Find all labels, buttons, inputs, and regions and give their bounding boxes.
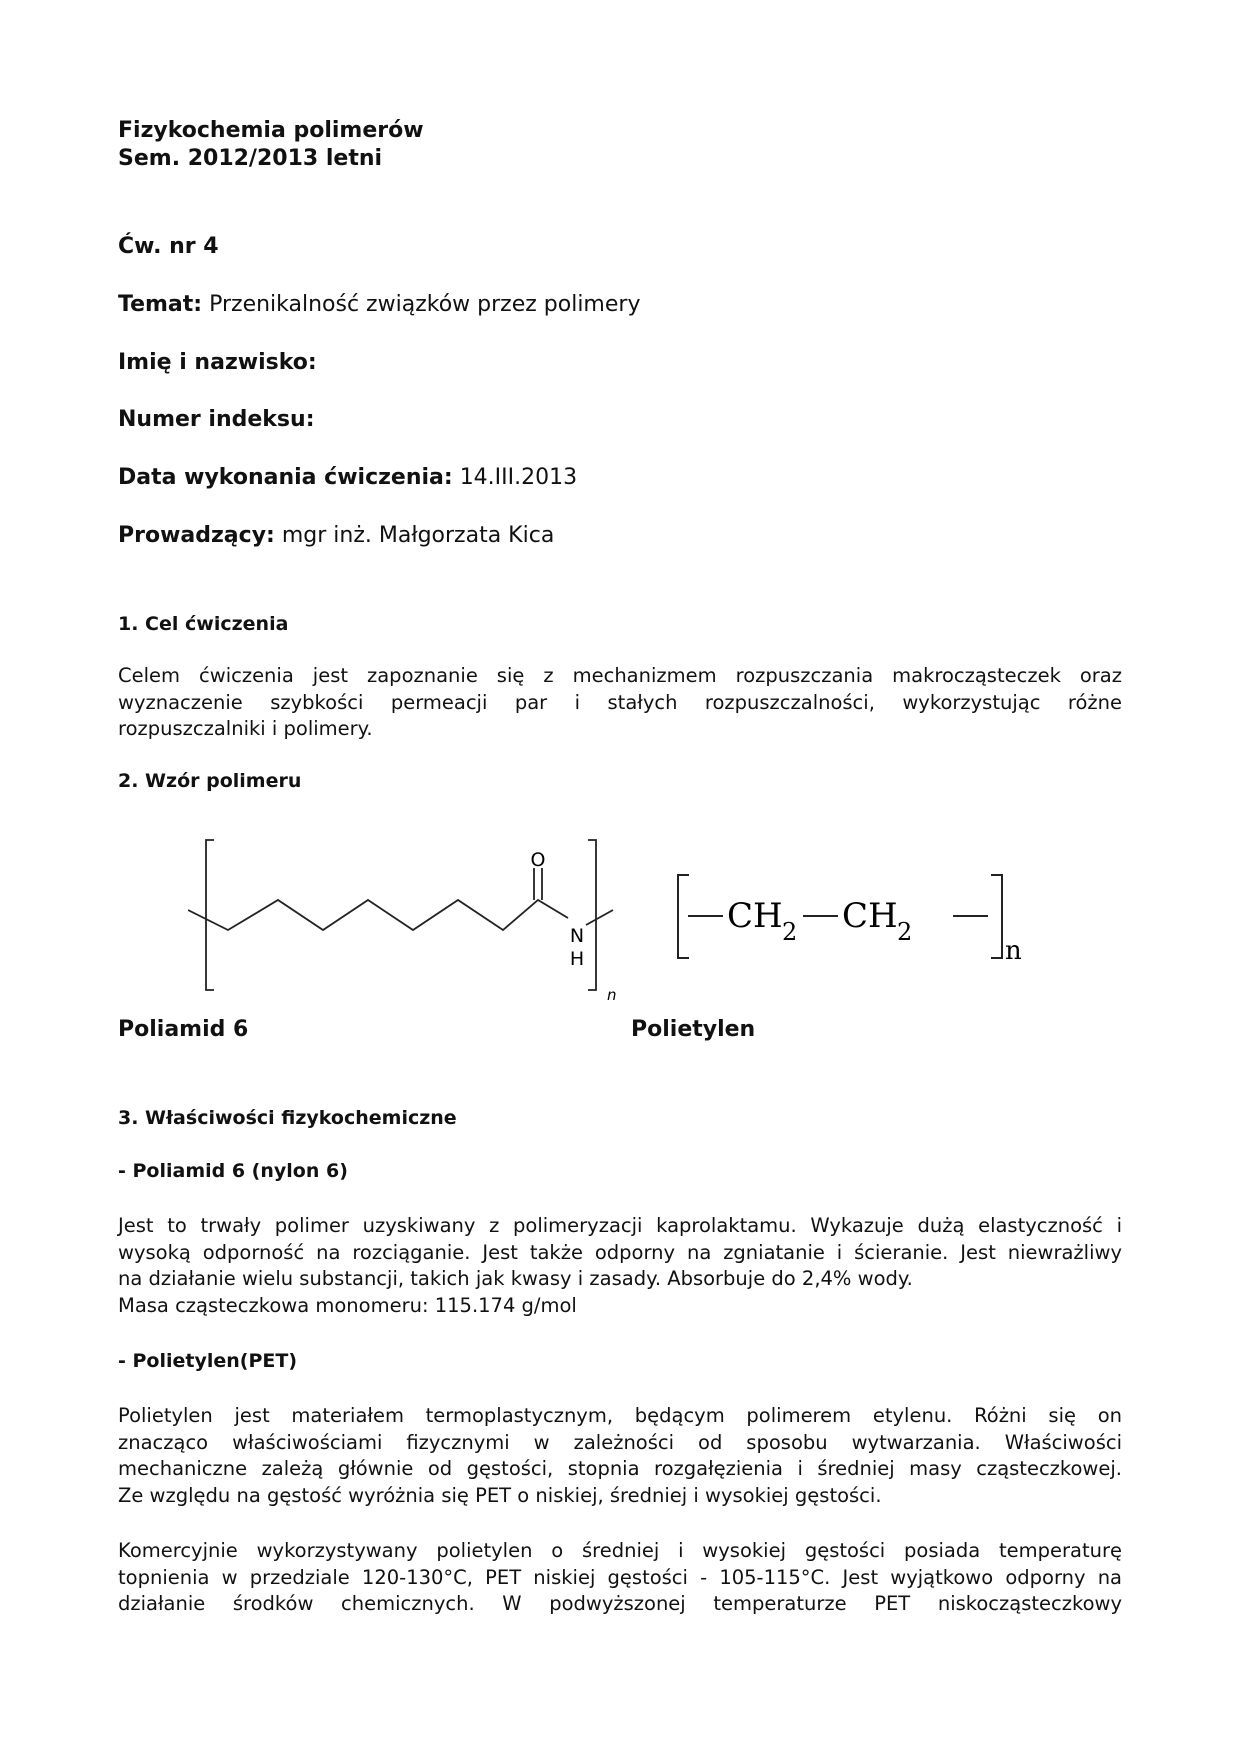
ch2-unit-2: CH (842, 896, 898, 936)
section1-paragraph (118, 663, 1122, 743)
pet-paragraph-2 (118, 1538, 1122, 1618)
left-bracket (206, 840, 214, 990)
right-bracket (588, 840, 596, 990)
paragraph-line: wyznaczenie szybkości permeacji par i stałych rozpuszczalności, wykorzystując różne (118, 690, 1122, 714)
date-value: 14.III.2013 (459, 465, 578, 490)
carbonyl-double-bond (534, 868, 542, 900)
section2-title: 2. Wzór polimeru (118, 770, 302, 792)
paragraph-line: mechaniczne zależą głównie od gęstości, stopnia rozgałęzienia i średniej masy cząsteczkowej. (118, 1457, 1122, 1480)
left-bracket (678, 875, 689, 958)
pet-paragraph-1 (118, 1403, 1122, 1509)
index-line (118, 407, 315, 432)
paragraph-line: Celem ćwiczenia jest zapoznanie się z mechanizmem rozpuszczania makrocząsteczek oraz (118, 664, 1122, 687)
paragraph-line: topnienia w przedziale 120-130°C, PET niskiej gęstości - 105-115°C. Jest wyjątkowo odporny na (118, 1565, 1122, 1589)
hydrogen-label: H (569, 948, 585, 970)
name-line (118, 350, 317, 375)
course-title: Fizykochemia polimerów (118, 118, 424, 143)
caption-polyethylene: Polietylen (631, 1017, 756, 1042)
paragraph-line: wysoką odporność na rozciąganie. Jest także odporny na zgniatanie i ścieranie. Jest niewrażliwy (118, 1240, 1122, 1264)
paragraph-line: rozpuszczalniki i polimery. (118, 717, 373, 740)
instructor-label: Prowadzący: (118, 523, 275, 548)
paragraph-line: działanie środków chemicznych. W podwyższonej temperaturze PET niskocząsteczkowy (118, 1592, 1122, 1615)
right-bracket (991, 875, 1002, 958)
section1-title: 1. Cel ćwiczenia (118, 613, 289, 635)
nh-bond (586, 910, 613, 925)
chain-bonds (188, 900, 568, 930)
name-label: Imię i nazwisko: (118, 350, 317, 375)
ch2-subscript-1: 2 (782, 918, 798, 946)
repeat-subscript: n (1005, 936, 1022, 966)
date-line (118, 465, 577, 490)
nitrogen-label: N (569, 925, 585, 947)
polyethylene-structure (673, 870, 1153, 980)
paragraph-line: Masa cząsteczkowa monomeru: 115.174 g/mol (118, 1293, 577, 1317)
date-label: Data wykonania ćwiczenia: (118, 465, 453, 490)
index-label: Numer indeksu: (118, 407, 315, 432)
ch2-unit-1: CH (727, 896, 783, 936)
nylon6-structure (188, 830, 658, 1005)
semester-line: Sem. 2012/2013 letni (118, 146, 383, 171)
caption-polyamide6: Poliamid 6 (118, 1017, 249, 1042)
section3-title: 3. Właściwości fizykochemiczne (118, 1107, 457, 1129)
topic-value: Przenikalność związków przez polimery (209, 292, 641, 317)
exercise-number: Ćw. nr 4 (118, 234, 219, 259)
paragraph-line: Komercyjnie wykorzystywany polietylen o średniej i wysokiej gęstości posiada temperaturę (118, 1539, 1122, 1562)
paragraph-line: znacząco właściwościami fizycznymi w zależności od sposobu wytwarzania. Właściwości (118, 1430, 1122, 1454)
paragraph-line: na działanie wielu substancji, takich jak kwasy i zasady. Absorbuje do 2,4% wody. (118, 1267, 913, 1290)
paragraph-line: Jest to trwały polimer uzyskiwany z polimeryzacji kaprolaktamu. Wykazuje dużą elastyczność i (118, 1214, 1122, 1237)
subsection-pet-title: - Polietylen(PET) (118, 1350, 298, 1372)
topic-label: Temat: (118, 292, 203, 317)
paragraph-line: Ze względu na gęstość wyróżnia się PET o niskiej, średniej i wysokiej gęstości. (118, 1483, 882, 1507)
repeat-subscript: n (607, 986, 617, 1004)
oxygen-label: O (530, 849, 546, 871)
topic-line (118, 292, 640, 317)
paragraph-line: Polietylen jest materiałem termoplastycznym, będącym polimerem etylenu. Różni się on (118, 1404, 1122, 1427)
nylon6-paragraph (118, 1213, 1122, 1319)
ch2-subscript-2: 2 (897, 918, 913, 946)
instructor-line (118, 523, 554, 548)
subsection-nylon6-title: - Poliamid 6 (nylon 6) (118, 1160, 348, 1182)
instructor-value: mgr inż. Małgorzata Kica (281, 523, 555, 548)
